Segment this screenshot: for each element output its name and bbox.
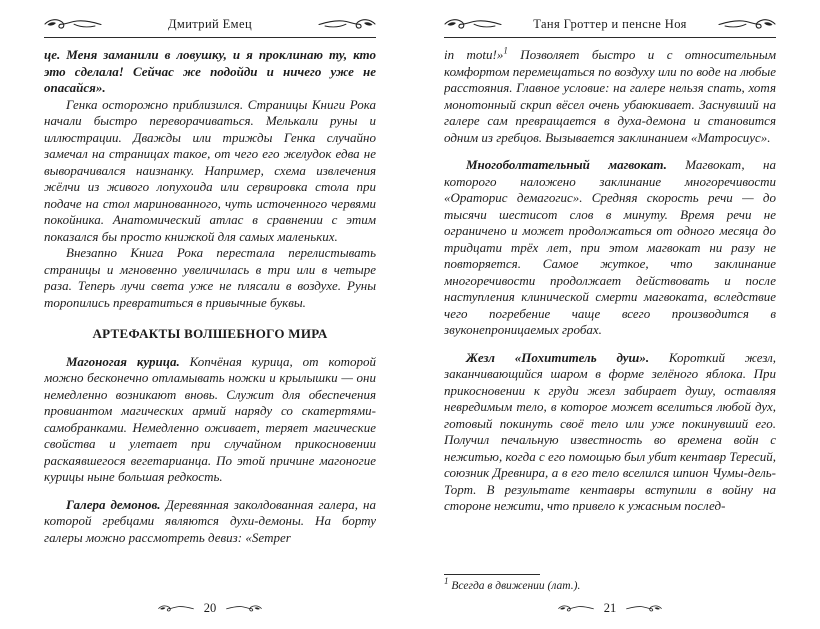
flourish-icon <box>226 604 262 613</box>
text-run: Магвокат, на которого наложено заклинание многоречивости «Ораторис демагогис». Средняя скорость речи — до тысячи шестисот слов в минуту. Время речи не ограничено и может продолжаться от одного месяца до тридцати трёх лет, при этом магвокат ни разу не повторяется. Самое жуткое, что заклинание многоречивости продолжает действовать и после наступления клинической смерти магвоката, вследствие чего погребение чаще всего производится в звуконепроницаемых гробах. <box>444 157 776 337</box>
running-head <box>444 16 776 32</box>
footnote-rule <box>444 574 540 575</box>
running-head-title: Таня Гроттер и пенсне Ноя <box>533 16 687 31</box>
flourish-icon <box>444 18 502 30</box>
glossary-entry <box>44 354 376 486</box>
text-run: це. Меня заманили в ловушку, и я проклинаю ту, кто это сделала! Сейчас же подойди и ничего уже не опасайся». <box>44 47 376 95</box>
text-run: Короткий жезл, заканчивающийся шаром в форме зелёного яблока. При прикосновении к груди жезл забирает душу, оставляя невредимым тело, в которое может вселиться любой дух, готовый покинуть своё тело или уже покинувший его. Получил печальную известность во времена войн с нежитью, когда с его помощью был убит кентавр Тересий, союзник Древнира, а в его тело вселился шпион Чумы-дель-Торт. В результате кентавры вступили в войну на стороне нежити, что привело к ужасным послед- <box>444 349 776 513</box>
text-run: Внезапно Книга Рока перестала перелистывать страницы и мгновенно увеличилась в три или в четыре раза. Теперь лучи света уже не плясали в воздухе. Руны торопились превратиться в привычные буквы. <box>44 245 376 310</box>
text-run: Позволяет быстро и с относительным комфортом перемещаться по воздуху или по воде на любые расстояния. Главное условие: на галере нельзя спать, хотя монотонный скрип вёсел очень убаюкивает. Заснувший на галере сам превращается в духа-демона и становится одним из гребцов. Вызывается заклинанием «Матросиус». <box>444 47 776 145</box>
text-run: Галера демонов. <box>66 496 166 512</box>
text-run: Генка осторожно приблизился. Страницы Книги Рока начали быстро переворачиваться. Мелькали руны и иллюстрации. Дважды или трижды Генка случайно замечал на страницах такое, от чего его желудок едва не выворачивался наизнанку. Например, схема извлечения жёлчи из живого лопухоида или сервировка стола при подаче на стол маринованного, чуть источенного червями покойника. Анатомический атлас в сравнении с этим показался бы просто книжкой для самых маленьких. <box>44 96 376 244</box>
paragraph <box>444 47 776 146</box>
flourish-icon <box>318 18 376 30</box>
flourish-icon <box>718 18 776 30</box>
flourish-icon <box>626 604 662 613</box>
text-run: in motu!» <box>444 47 504 62</box>
text-run: Деревянная заколдованная галера, на которой гребцами являются духи-демоны. На борту галеры можно рассмотреть девиз: «Semper <box>44 496 376 545</box>
paragraph <box>44 47 376 97</box>
page-body <box>444 47 776 570</box>
paragraph <box>44 97 376 246</box>
glossary-entry <box>44 497 376 547</box>
text-run: Многоболтательный магвокат. <box>466 157 686 172</box>
right-page <box>410 0 820 629</box>
running-head-author: Дмитрий Емец <box>167 16 253 31</box>
page-number: 20 <box>203 600 217 615</box>
text-run: 1 <box>444 576 449 587</box>
paragraph <box>44 245 376 311</box>
running-head <box>44 16 376 32</box>
text-run: Жезл «Похититель душ». <box>466 349 669 365</box>
text-run: Магоногая курица. <box>66 353 190 369</box>
page-number: 21 <box>603 600 617 615</box>
footnote-block <box>444 570 776 593</box>
text-run: Всегда в движении <box>448 580 548 592</box>
text-run: (лат.) <box>547 580 578 592</box>
header-rule <box>44 37 376 38</box>
page-body <box>44 47 376 593</box>
glossary-entry <box>444 157 776 339</box>
flourish-icon <box>158 604 194 613</box>
section-heading: АРТЕФАКТЫ ВОЛШЕБНОГО МИРА <box>92 326 328 341</box>
flourish-icon <box>558 604 594 613</box>
header-rule <box>444 37 776 38</box>
text-run: 1 <box>503 47 508 56</box>
text-run: Копчёная курица, от которой можно бесконечно отламывать ножки и крылышки — они немедленно возникают вновь. Служит для обеспечения провиантом магических армий наряду со скатертями-самобранками. Немедленно оживает, теряет магические свойства и улетает при случайном прикосновении раскаявшегося вегетарианца. По этой причине магоногие курицы ныне большая редкость. <box>44 353 376 484</box>
page-footer <box>44 597 376 619</box>
page-footer <box>444 597 776 619</box>
glossary-entry <box>444 350 776 515</box>
footnote <box>444 576 776 593</box>
flourish-icon <box>44 18 102 30</box>
text-run: . <box>577 580 581 592</box>
